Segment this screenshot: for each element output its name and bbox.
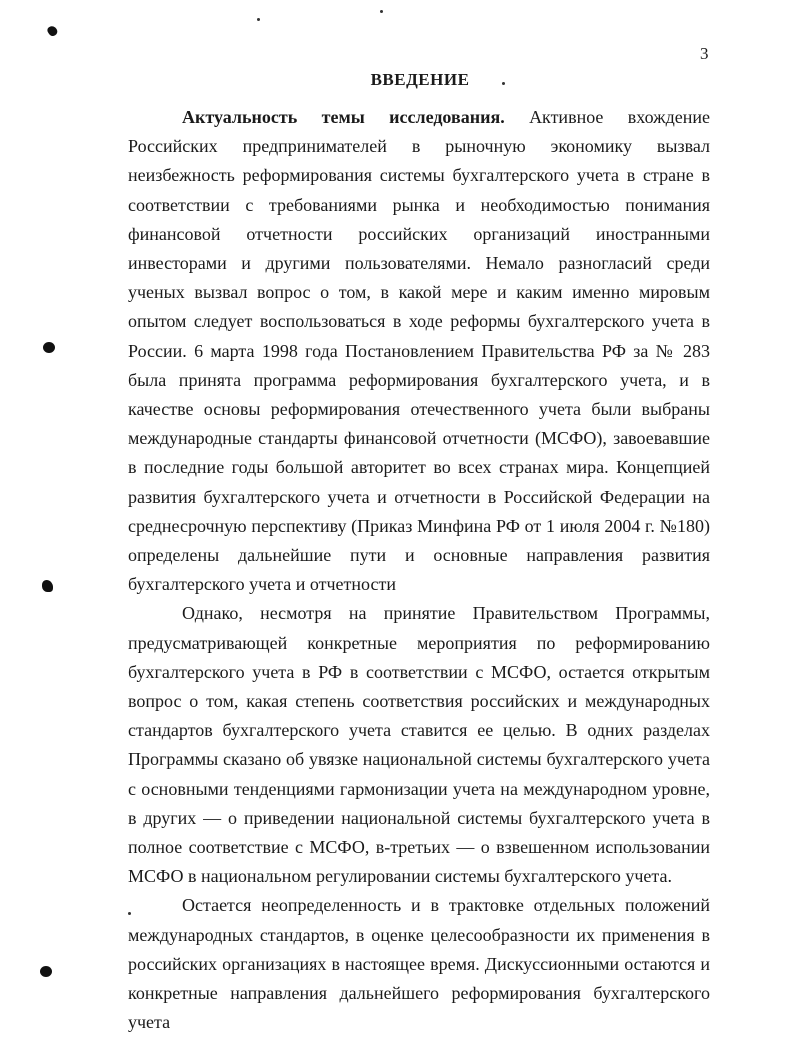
paragraph-text: Остается неопределенность и в трактовке отдельных положений международных стандартов, в оценке целесообразности их применения в российских организациях в настоящее время. Дискуссионными остаются и конкретные направления дальнейшего реформирования бухгалтерского учета <box>128 895 710 1033</box>
binder-hole-mark <box>43 342 55 353</box>
paragraph-text: Активное вхождение Российских предпринимателей в рыночную экономику вызвал неизбежность реформирования системы бухгалтерского учета в стране в соответствии с требованиями рынка и необходимостью понимания финансовой отчетности российских организаций иностранными инвесторами и другими пользователями. Немало разногласий среди ученых вызвал вопрос о том, в какой мере и каким именно мировым опытом следует воспользоваться в ходе реформы бухгалтерского учета в России. 6 марта 1998 года Постановлением Правительства РФ за № 283 была принята программа реформирования бухгалтерского учета, и в качестве основы реформирования отечественного учета были выбраны международные стандарты финансовой отчетности (МСФО), завоевавшие в последние годы большой авторитет во всех странах мира. Концепцией развития бухгалтерского учета и отчетности в Российской Федерации на среднесрочную перспективу (Приказ Минфина РФ от 1 июля 2004 г. №180) определены дальнейшие пути и основные направления развития бухгалтерского учета и отчетности <box>128 107 710 595</box>
page-number: 3 <box>700 44 709 63</box>
scan-speck <box>257 18 260 21</box>
binder-hole-mark <box>42 580 53 592</box>
paragraph-text: Однако, несмотря на принятие Правительством Программы, предусматривающей конкретные мероприятия по реформированию бухгалтерского учета в РФ в соответствии с МСФО, остается открытым вопрос о том, какая степень соответствия российских и международных стандартов бухгалтерского учета ставится ее целью. В одних разделах Программы сказано об увязке национальной системы бухгалтерского учета с основными тенденциями гармонизации учета на международном уровне, в других — о приведении национальной системы бухгалтерского учета в полное соответствие с МСФО, в-третьих — о взвешенном использовании МСФО в национальном регулировании системы бухгалтерского учета. <box>128 603 710 887</box>
paragraph <box>128 891 710 1037</box>
paragraph-lead: Актуальность темы исследования. <box>182 107 505 127</box>
document-body <box>128 103 710 1038</box>
scan-speck <box>46 24 59 37</box>
page-title: ВВЕДЕНИЕ <box>370 70 470 89</box>
scan-speck <box>380 10 383 13</box>
binder-hole-mark <box>40 966 52 977</box>
paragraph <box>128 103 710 599</box>
paragraph <box>128 599 710 891</box>
